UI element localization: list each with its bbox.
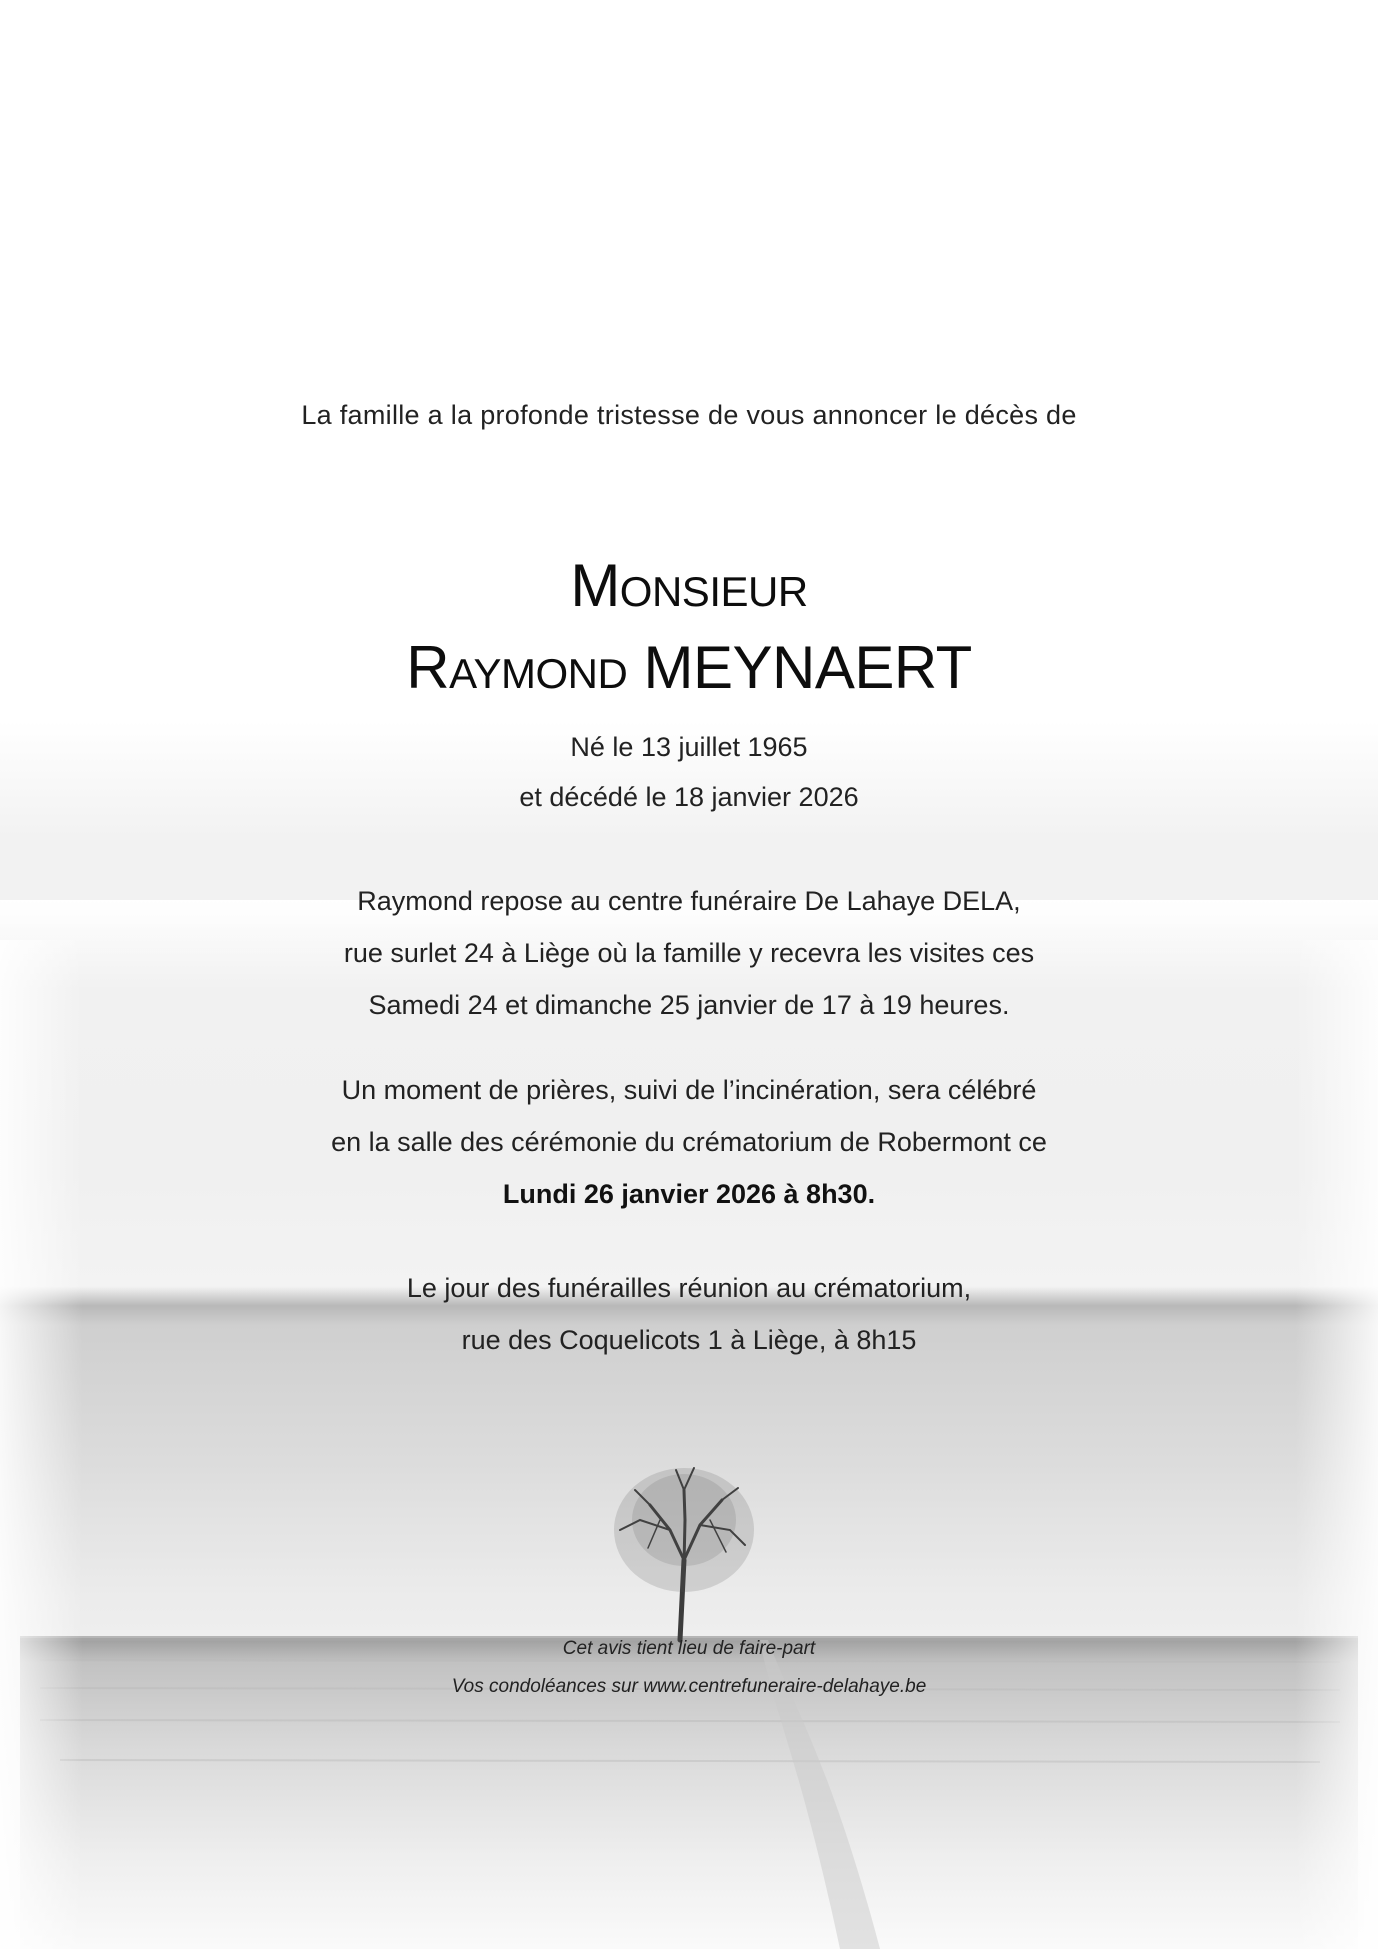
condolences-note: Vos condoléances sur www.centrefuneraire-delahaye.be xyxy=(451,1676,927,1697)
faire-part-note: Cet avis tient lieu de faire-part xyxy=(562,1638,816,1659)
ceremony-date: Lundi 26 janvier 2026 à 8h30. xyxy=(502,1179,876,1209)
visitation-line: Samedi 24 et dimanche 25 janvier de 17 à 19 heures. xyxy=(368,990,1010,1020)
visitation-line: rue surlet 24 à Liège où la famille y recevra les visites ces xyxy=(343,938,1035,968)
ceremony-info xyxy=(0,1064,1378,1220)
meeting-line: rue des Coquelicots 1 à Liège, à 8h15 xyxy=(461,1325,917,1355)
footer-note xyxy=(0,1630,1378,1706)
last-name: MEYNAERT xyxy=(643,634,972,701)
ceremony-line: en la salle des cérémonie du crématorium de Robermont ce xyxy=(331,1127,1047,1157)
deceased-name xyxy=(0,627,1378,709)
honorific: Monsieur xyxy=(570,552,808,619)
birth-date: Né le 13 juillet 1965 xyxy=(570,732,808,762)
ceremony-line: Un moment de prières, suivi de l’incinération, sera célébré xyxy=(341,1075,1037,1105)
deceased-name-block xyxy=(0,545,1378,709)
meeting-info xyxy=(0,1262,1378,1366)
visitation-line: Raymond repose au centre funéraire De Lahaye DELA, xyxy=(357,886,1021,916)
visitation-info xyxy=(0,875,1378,1031)
death-date: et décédé le 18 janvier 2026 xyxy=(519,782,859,812)
life-dates xyxy=(0,722,1378,822)
announcement-intro: La famille a la profonde tristesse de vous annoncer le décès de xyxy=(301,400,1077,430)
meeting-line: Le jour des funérailles réunion au crématorium, xyxy=(406,1273,972,1303)
first-name: Raymond xyxy=(406,634,628,701)
